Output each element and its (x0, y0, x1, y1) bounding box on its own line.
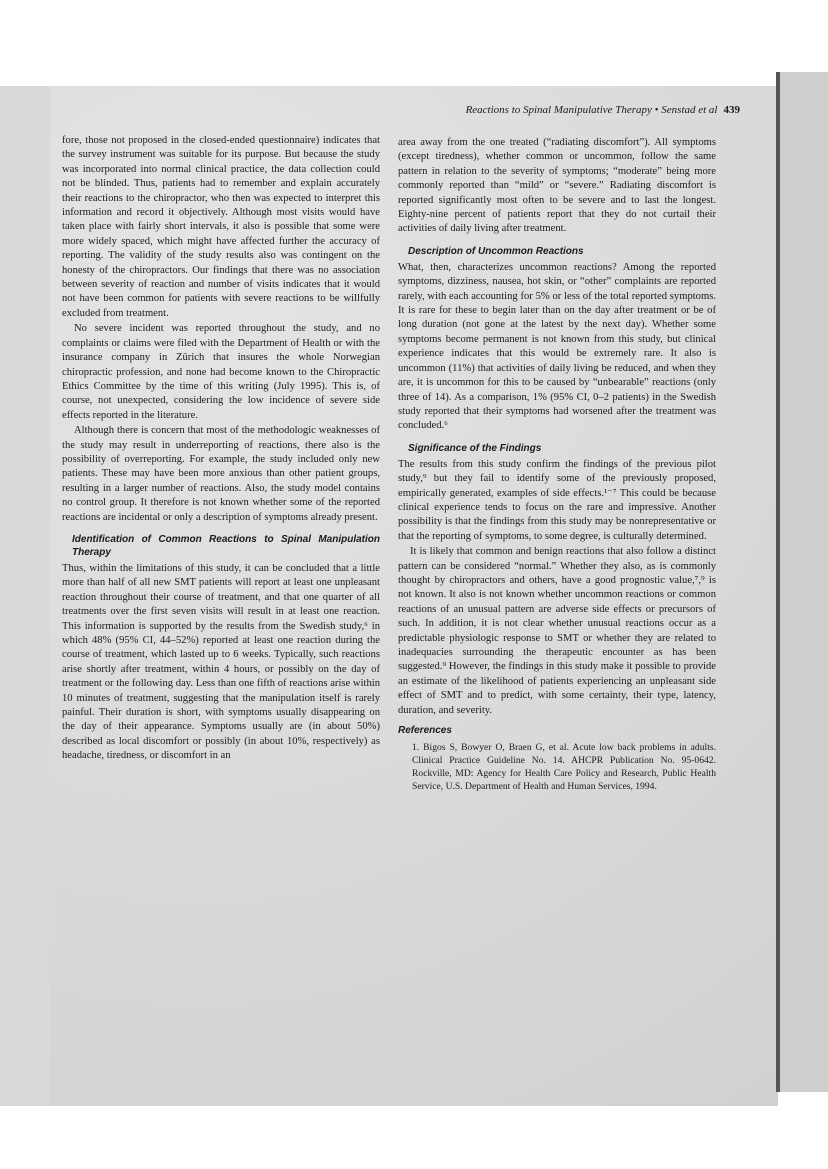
paragraph: Although there is concern that most of the methodologic weaknesses of the study may result in underreporting of reactions, there also is the possibility of overreporting. For example, the study included only new patients. These may have been more anxious than other patient groups, resulting in a larger number of reactions. Also, the study model contains no control group. It therefore is not known whether some of the reported reactions are incidental or only a description of symptoms already present. (62, 425, 380, 523)
scan-right-edge (776, 72, 828, 1092)
paragraph: No severe incident was reported throughout the study, and no complaints or claims were filed with the Department of Health or with the insurance company in Zürich that insures the whole Norwegian chiropractic profession, and none had become known to the Chiropractic Ethics Committee by the time of this writing (July 1995). This is, of course, not unexpected, considering the low incidence of severe side effects reported in the literature. (62, 323, 380, 421)
paragraph: Thus, within the limitations of this study, it can be concluded that a little more than half of all new SMT patients will report at least one unpleasant reaction throughout their course of treatment, and that one quarter of all treatments over the first seven visits will result in at least one reaction. This information is supported by the results from the Swedish study,⁶ in which 48% (95% CI, 44–52%) reported at least one reaction during the course of treatment, which lasted up to 6 weeks. Typically, such reactions arise shortly after treatment, within 4 hours, or possibly on the day of treatment or the following day. Less than one fifth of reactions arise within 10 minutes of treatment, suggesting that the manipulation itself is rarely painful. Their duration is short, with symptoms usually disappearing on the day of their appearance. Symptoms usually are (in about 50%) described as local discomfort or possibly (in about 10%, respectively) as headache, tiredness, or discomfort in an (62, 562, 380, 762)
reference-item: 1. Bigos S, Bowyer O, Braen G, et al. Acute low back problems in adults. Clinical Practice Guideline No. 14. AHCPR Publication No. 95-0642. Rockville, MD: Agency for Health Care Policy and Research, Public Health Service, U.S. Department of Health and Human Services, 1994. (412, 742, 716, 793)
running-title: Reactions to Spinal Manipulative Therapy • Senstad et al (465, 104, 718, 116)
section-heading: Significance of the Findings (408, 442, 542, 454)
scan-left-margin (0, 86, 50, 1106)
paragraph: area away from the one treated (“radiating discomfort”). All symptoms (except tiredness), whether common or uncommon, follow the same pattern in relation to the severity of symptoms; “moderate” being more commonly reported than “mild” or “severe.” Radiating discomfort is reported significantly most often to be severe and to last the longest. Eighty-nine percent of patients report that they do not curtail their activities of daily living after treatment. (398, 137, 716, 235)
section-heading: Identification of Common Reactions to Spinal Manipulation Therapy (72, 533, 380, 558)
right-column (398, 136, 716, 1086)
page-number: 439 (723, 104, 740, 116)
left-column (62, 134, 380, 1084)
references-heading: References (398, 725, 452, 737)
paragraph: fore, those not proposed in the closed-ended questionnaire) indicates that the survey instrument was suitable for its purpose. But because the study was incorporated into normal clinical practice, the data collection could not be blinded. Thus, patients had to remember and explain accurately their reactions to the chiropractor, who then was expected to interpret this information and record it objectively. Although most visits would have taken place with fairly short intervals, it also is possible that some were more widely spaced, which might have affected further the accuracy of reporting. The validity of the study results also was contingent on the honesty of the chiropractors. Our findings that there was no association between severity of reaction and number of visits indicates that it would not have been common for patients with severe reactions to be willfully excluded from treatment. (62, 135, 380, 319)
running-header (395, 104, 740, 124)
paragraph: What, then, characterizes uncommon reactions? Among the reported symptoms, dizziness, nausea, hot skin, or “other” complaints are reported rarely, with each accounting for 5% or less of the total reported symptoms. It is rare for these to begin later than on the day after treatment or be of long duration (not gone at the latest by the next day). Whether some symptoms become permanent is not known from this study, but clinical experience indicates that this would be extremely rare. It also is uncommon (11%) that activities of daily living be reduced, and when they are, it is uncommon for this to be caused by “unbearable” reactions (only three of 14). As a comparison, 1% (95% CI, 0–2 patients) in the Swedish study reported that their symptoms had worsened after the treatment was concluded.⁶ (398, 261, 716, 432)
paragraph: The results from this study confirm the findings of the previous pilot study,⁹ but they fail to identify some of the previously proposed, empirically generated, examples of side effects.¹⁻⁷ This could be because clinical experience tends to focus on the rare and impressive. Another possibility is that the findings from this study may be nonrepresentative or that the reporting of symptoms, to some degree, is culturally determined. (398, 458, 716, 542)
section-heading: Description of Uncommon Reactions (408, 245, 584, 257)
paragraph: It is likely that common and benign reactions that also follow a distinct pattern can be considered “normal.” Whether they also, as is commonly thought by chiropractors and others, have a good prognostic value,⁷,⁹ is not known. It also is not known whether uncommon reactions or common reactions of an unusual pattern are adverse side effects or precursors of such. In addition, it is not clear whether unusual reactions occur as a predictable physiologic response to SMT or whether they are related to inadequacies surrounding the therapeutic encounter as has been suggested.⁹ However, the findings in this study make it possible to provide an estimate of the likelihood of patients experiencing an unpleasant side effect of SMT and to predict, with some certainty, their type, latency, duration, and severity. (398, 546, 716, 716)
